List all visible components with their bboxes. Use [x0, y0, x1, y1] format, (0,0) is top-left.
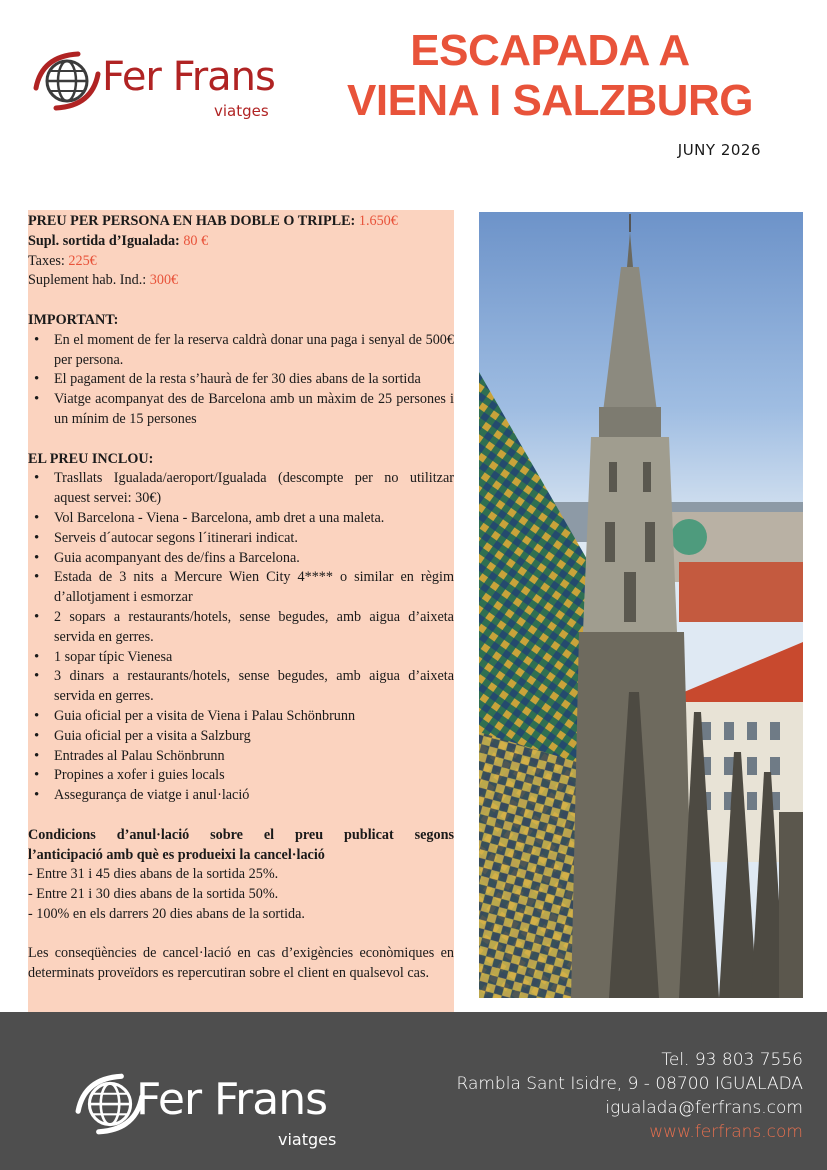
list-item: • Vol Barcelona - Viena - Barcelona, amb dret a una maleta.: [54, 509, 454, 529]
includes-list: [28, 469, 454, 806]
price-per-person-value: 1.650€: [358, 213, 398, 229]
contact-info: [457, 1048, 803, 1144]
footer-brand-subtitle: viatges: [278, 1130, 337, 1149]
footer: [0, 1012, 827, 1170]
globe-logo-icon: [32, 48, 102, 112]
contact-address: Rambla Sant Isidre, 9 - 08700 IGUALADA: [456, 1074, 803, 1094]
list-item: • 2 sopars a restaurants/hotels, sense begudes, amb aigua d’aixeta servida en gerres.: [54, 608, 454, 648]
cancellation-line: - Entre 31 i 45 dies abans de la sortida 25%.: [28, 866, 279, 883]
contact-email[interactable]: igualada@ferfrans.com: [605, 1098, 803, 1118]
price-per-person: [28, 212, 454, 232]
list-item: • Viatge acompanyat des de Barcelona amb un màxim de 25 persones i un mínim de 15 persones: [54, 390, 454, 430]
cancellation-note: Les conseqüències de cancel·lació en cas d’exigències econòmiques en determinats proveïdors es repercutiran sobre el client en qualsevol cas.: [28, 945, 454, 982]
list-item: • Assegurança de viatge i anul·lació: [54, 786, 454, 806]
cancellation-heading-line-1: Condicions d’anul·lació sobre el preu publicat segons: [28, 826, 454, 843]
price-taxes-label: Taxes:: [28, 252, 65, 269]
brand-name: Fer Frans: [102, 54, 275, 100]
cancellation-line: - 100% en els darrers 20 dies abans de la sortida.: [28, 905, 305, 922]
important-heading: IMPORTANT:: [28, 311, 119, 328]
footer-brand-name: Fer Frans: [136, 1074, 328, 1125]
list-item: • El pagament de la resta s’haurà de fer 30 dies abans de la sortida: [54, 370, 454, 390]
important-list: [28, 331, 454, 430]
list-item: • Trasllats Igualada/aeroport/Igualada (descompte per no utilitzar aquest servei: 30€): [54, 469, 454, 509]
includes-heading: EL PREU INCLOU:: [28, 450, 154, 467]
cancellation-heading-line-2: l’anticipació amb què es produeixi la cancel·lació: [28, 846, 325, 863]
price-taxes: [28, 252, 454, 272]
list-item: • Estada de 3 nits a Mercure Wien City 4**** o similar en règim d’allotjament i esmorzar: [54, 568, 454, 608]
footer-logo: [74, 1066, 364, 1166]
contact-website-link[interactable]: www.ferfrans.com: [649, 1122, 803, 1142]
list-item: • Guia oficial per a visita de Viena i Palau Schönbrunn: [54, 707, 454, 727]
list-item: • Guia oficial per a visita a Salzburg: [54, 727, 454, 747]
list-item: • Guia acompanyant des de/fins a Barcelona.: [54, 549, 454, 569]
list-item: • Serveis d´autocar segons l´itinerari indicat.: [54, 529, 454, 549]
price-single-label: Suplement hab. Ind.:: [28, 272, 147, 289]
list-item: • Propines a xofer i guies locals: [54, 766, 454, 786]
info-panel: [28, 210, 454, 1012]
price-per-person-label: PREU PER PERSONA EN HAB DOBLE O TRIPLE:: [28, 213, 356, 229]
price-taxes-value: 225€: [68, 252, 97, 269]
trip-date: JUNY 2026: [677, 141, 761, 159]
brand-logo: [32, 46, 282, 128]
price-single-value: 300€: [149, 272, 179, 289]
contact-phone[interactable]: Tel. 93 803 7556: [661, 1050, 803, 1070]
page-title: [330, 26, 770, 126]
brand-subtitle: viatges: [214, 102, 269, 120]
list-item: • En el moment de fer la reserva caldrà donar una paga i senyal de 500€ per persona.: [54, 331, 454, 371]
vienna-cathedral-photo: [479, 212, 803, 998]
list-item: • 1 sopar típic Vienesa: [54, 648, 454, 668]
title-line-1: ESCAPADA A: [410, 26, 690, 75]
cancellation-line: - Entre 21 i 30 dies abans de la sortida 50%.: [28, 886, 279, 903]
info-content: [28, 212, 454, 984]
list-item: • Entrades al Palau Schönbrunn: [54, 747, 454, 767]
list-item: • 3 dinars a restaurants/hotels, sense begudes, amb aigua d’aixeta servida en gerres.: [54, 667, 454, 707]
title-line-2: VIENA I SALZBURG: [347, 76, 753, 125]
price-igualada-label: Supl. sortida d’Igualada:: [28, 232, 180, 249]
price-single: [28, 271, 454, 291]
price-igualada: [28, 232, 454, 252]
price-igualada-value: 80 €: [183, 232, 209, 249]
